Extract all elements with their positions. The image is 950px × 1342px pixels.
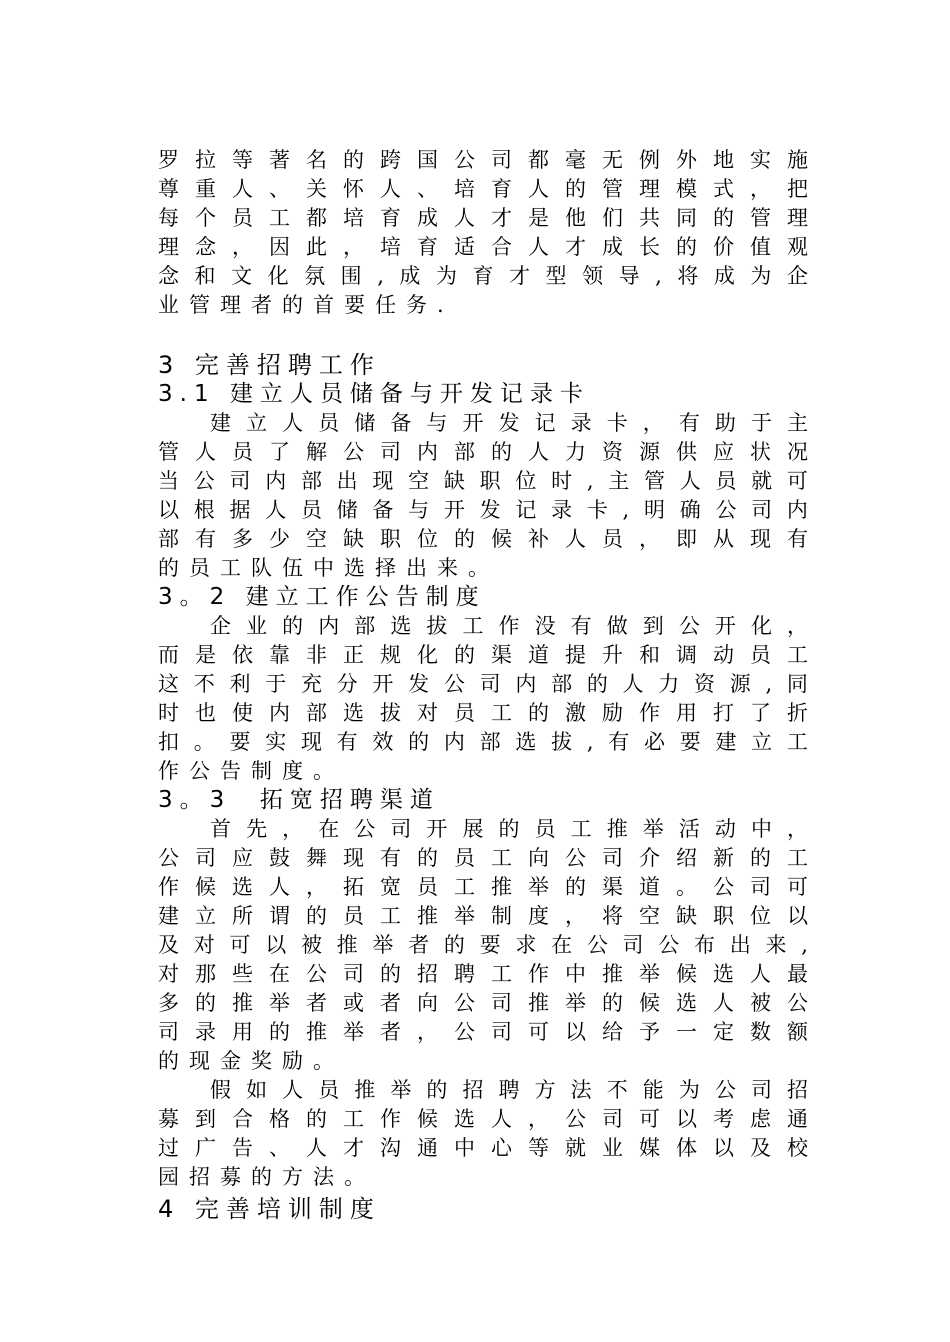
text-line: 公 司 应 鼓 舞 现 有 的 员 工 向 公 司 介 绍 新 的 工 xyxy=(158,846,808,870)
text-line: 及 对 可 以 被 推 举 者 的 要 求 在 公 司 公 布 出 来 , xyxy=(158,933,808,957)
text-line: 管 人 员 了 解 公 司 内 部 的 人 力 资 源 供 应 状 况 xyxy=(158,440,808,464)
text-line: 罗 拉 等 著 名 的 跨 国 公 司 都 毫 无 例 外 地 实 施 xyxy=(158,148,808,172)
text-line: 理 念 ， 因 此 ， 培 育 适 合 人 才 成 长 的 价 值 观 xyxy=(158,235,808,259)
text-line: 念 和 文 化 氛 围 , 成 为 育 才 型 领 导 , 将 成 为 企 xyxy=(158,264,808,288)
text-line: 作公告制度。 xyxy=(158,759,344,783)
paragraph xyxy=(158,815,808,1076)
intro-paragraph xyxy=(158,146,808,320)
text-line: 业管理者的首要任务. xyxy=(158,293,454,317)
text-line: 建 立 人 员 储 备 与 开 发 记 录 卡 ， 有 助 于 主 xyxy=(210,411,808,435)
text-line: 部 有 多 少 空 缺 职 位 的 候 补 人 员 ， 即 从 现 有 xyxy=(158,527,808,551)
paragraph xyxy=(158,1076,808,1192)
subsection-heading: 3。3 拓宽招聘渠道 xyxy=(158,787,440,813)
text-line: 的现金奖励。 xyxy=(158,1049,344,1073)
text-line: 司 录 用 的 推 举 者 ， 公 司 可 以 给 予 一 定 数 额 xyxy=(158,1020,808,1044)
paragraph xyxy=(158,612,808,786)
text-line: 过 广 告 、 人 才 沟 通 中 心 等 就 业 媒 体 以 及 校 xyxy=(158,1136,808,1160)
text-line: 的员工队伍中选择出来。 xyxy=(158,556,499,580)
subsection-heading: 3.1 建立人员储备与开发记录卡 xyxy=(158,381,590,407)
text-line: 假 如 人 员 推 举 的 招 聘 方 法 不 能 为 公 司 招 xyxy=(210,1078,808,1102)
text-line: 这 不 利 于 充 分 开 发 公 司 内 部 的 人 力 资 源 , 同 xyxy=(158,672,808,696)
text-line: 园招募的方法。 xyxy=(158,1165,375,1189)
text-line: 企 业 的 内 部 选 拔 工 作 没 有 做 到 公 开 化 ， xyxy=(210,614,808,638)
text-line: 以 根 据 人 员 储 备 与 开 发 记 录 卡 , 明 确 公 司 内 xyxy=(158,498,808,522)
text-line: 对 那 些 在 公 司 的 招 聘 工 作 中 推 举 候 选 人 最 xyxy=(158,962,808,986)
paragraph xyxy=(158,409,808,583)
text-line: 时 也 使 内 部 选 拔 对 员 工 的 激 励 作 用 打 了 折 xyxy=(158,701,808,725)
text-line: 扣 。 要 实 现 有 效 的 内 部 选 拔 , 有 必 要 建 立 工 xyxy=(158,730,808,754)
text-line: 当 公 司 内 部 出 现 空 缺 职 位 时 , 主 管 人 员 就 可 xyxy=(158,469,808,493)
text-line: 募 到 合 格 的 工 作 候 选 人 ， 公 司 可 以 考 虑 通 xyxy=(158,1107,808,1131)
section-heading: 3 完善招聘工作 xyxy=(158,351,381,379)
text-line: 建 立 所 谓 的 员 工 推 举 制 度 ， 将 空 缺 职 位 以 xyxy=(158,904,808,928)
text-line: 首 先 ， 在 公 司 开 展 的 员 工 推 举 活 动 中 ， xyxy=(210,817,808,841)
text-line: 尊 重 人 、 关 怀 人 、 培 育 人 的 管 理 模 式 ， 把 xyxy=(158,177,808,201)
text-line: 多 的 推 举 者 或 者 向 公 司 推 举 的 候 选 人 被 公 xyxy=(158,991,808,1015)
subsection-heading: 3。2 建立工作公告制度 xyxy=(158,584,486,610)
text-line: 而 是 依 靠 非 正 规 化 的 渠 道 提 升 和 调 动 员 工 xyxy=(158,643,808,667)
text-line: 每 个 员 工 都 培 育 成 人 才 是 他 们 共 同 的 管 理 xyxy=(158,206,808,230)
document-page xyxy=(158,146,808,1224)
section-heading: 4 完善培训制度 xyxy=(158,1195,381,1223)
text-line: 作 候 选 人 ， 拓 宽 员 工 推 举 的 渠 道 。 公 司 可 xyxy=(158,875,808,899)
